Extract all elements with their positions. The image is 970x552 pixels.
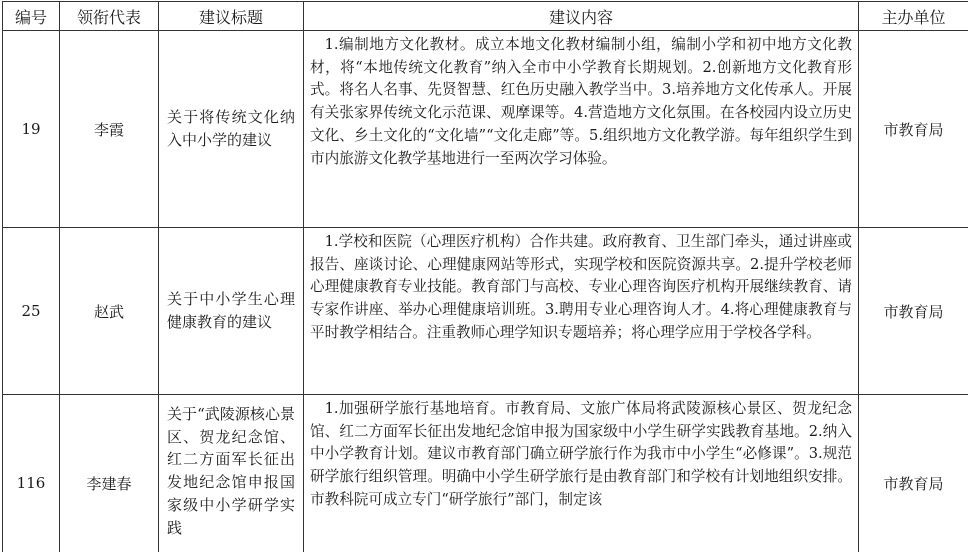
header-representative: 领衔代表 (60, 2, 159, 31)
row-unit: 市教育局 (859, 31, 969, 228)
row-content (304, 31, 859, 228)
row-representative: 赵武 (60, 228, 159, 395)
row-no: 25 (3, 228, 60, 395)
table-row (3, 31, 969, 228)
row-content (304, 228, 859, 395)
row-content (304, 395, 859, 552)
row-content-text: 1.编制地方文化教材。成立本地文化教材编制小组，编制小学和初中地方文化教材，将“本地传统文化教育”纳入全市中小学教育长期规划。2.创新地方文化教育形式。将名人名事、先贤智慧、红色历史融入教学当中。3.培养地方文化传承人。开展有关张家界传统文化示范课、观摩课等。4.营造地方文化氛围。在各校园内设立历史文化、乡土文化的“文化墙”“文化走廊”等。5.组织地方文化教学游。每年组织学生到市内旅游文化教学基地进行一至两次学习体验。 (310, 36, 852, 167)
row-title: 关于中小学生心理健康教育的建议 (159, 228, 304, 395)
row-title-text: 关于“武陵源核心景区、贺龙纪念馆、红二方面军长征出发地纪念馆申报国家级中小学研学实践 (167, 405, 295, 537)
row-title: 关于将传统文化纳入中小学的建议 (159, 31, 304, 228)
header-row (3, 2, 969, 31)
row-title (159, 395, 304, 552)
proposal-table (2, 1, 968, 552)
row-representative: 李霞 (60, 31, 159, 228)
row-unit: 市教育局 (859, 395, 969, 552)
row-content-text: 1.加强研学旅行基地培育。市教育局、文旅广体局将武陵源核心景区、贺龙纪念馆、红二方面军长征出发地纪念馆申报为国家级中小学生研学实践教育基地。2.纳入中小学教育计划。建议市教育部门确立研学旅行作为我市中小学生“必修课”。3.规范研学旅行组织管理。明确中小学生研学旅行是由教育部门和学校有计划地组织安排。市教科院可成立专门“研学旅行”部门，制定该 (310, 400, 852, 508)
row-representative: 李建春 (60, 395, 159, 552)
row-content-text: 1.学校和医院（心理医疗机构）合作共建。政府教育、卫生部门牵头，通过讲座或报告、座谈讨论、心理健康网站等形式，实现学校和医院资源共享。2.提升学校老师心理健康教育专业技能。教育部门与高校、专业心理咨询医疗机构开展继续教育、请专家作讲座、举办心理健康培训班。3.聘用专业心理咨询人才。4.将心理健康教育与平时教学相结合。注重教师心理学知识专题培养；将心理学应用于学校各学科。 (310, 233, 852, 341)
header-content: 建议内容 (304, 2, 859, 31)
table-row (3, 228, 969, 395)
row-no: 19 (3, 31, 60, 228)
proposal-sheet (2, 1, 968, 552)
table-row (3, 395, 969, 552)
row-no: 116 (3, 395, 60, 552)
row-unit: 市教育局 (859, 228, 969, 395)
header-unit: 主办单位 (859, 2, 969, 31)
header-title: 建议标题 (159, 2, 304, 31)
header-no: 编号 (3, 2, 60, 31)
